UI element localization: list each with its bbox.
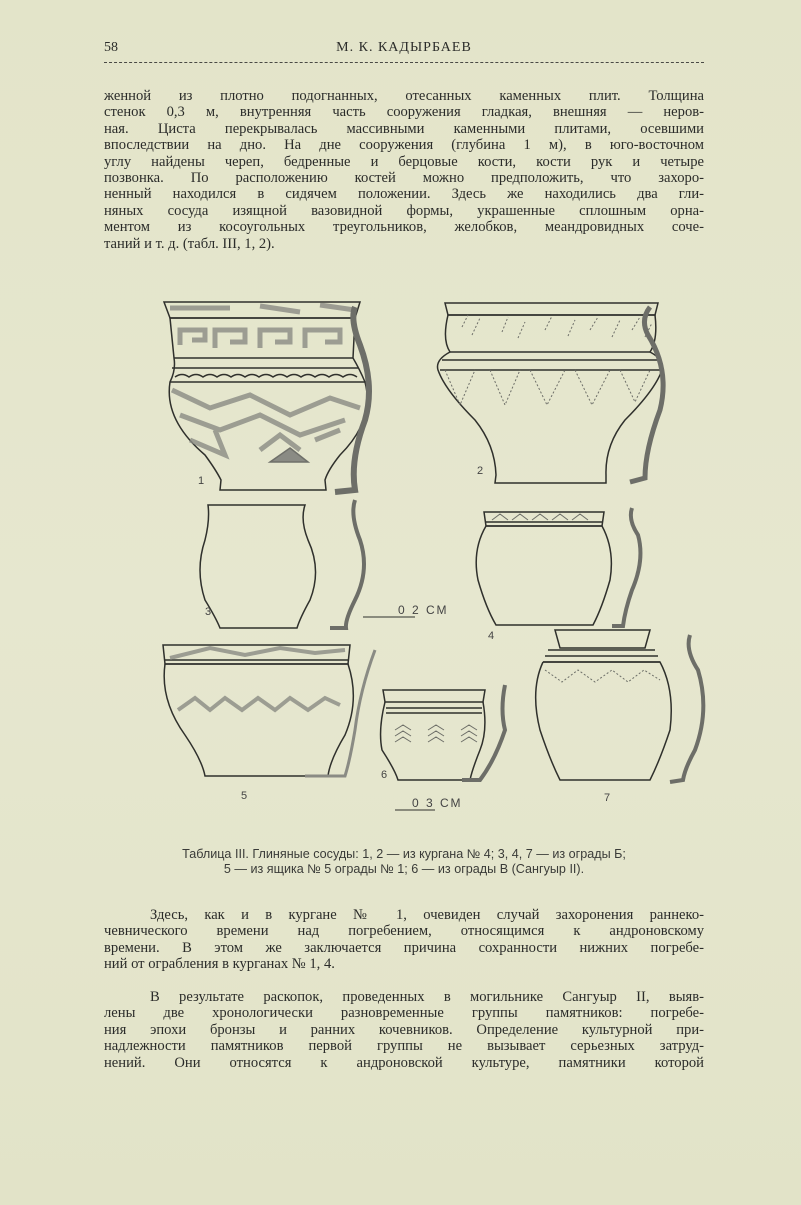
text-line: позвонка. По расположению костей можно предположить, что захоро- xyxy=(104,170,704,187)
vessel-label-7: 7 xyxy=(604,792,611,804)
text-line: ментом из косоугольных треугольников, желобков, меандровидных соче- xyxy=(104,219,704,236)
text-line: чевнического времени над погребением, относящимся к андроновскому xyxy=(104,923,704,940)
text-line: впоследствии на дно. На дне сооружения (глубина 1 м), в юго-восточном xyxy=(104,137,704,154)
text-line: Здесь, как и в кургане № 1, очевиден случай захоронения раннеко- xyxy=(150,907,704,923)
text-line: нений. Они относятся к андроновской культуре, памятники которой xyxy=(104,1054,704,1071)
text-line: времени. В этом же заключается причина сохранности нижних погребе- xyxy=(104,939,704,956)
text-line: В результате раскопок, проведенных в могильнике Сангуыр II, выяв- xyxy=(150,989,704,1005)
paragraph-3 xyxy=(104,989,704,1071)
text-line: ненный находился в сидячем положении. Здесь же находились два гли- xyxy=(104,186,704,203)
scale-bar-3cm: 0 3 СМ xyxy=(412,796,463,810)
text-line: ная. Циста перекрывалась массивными каменными плитами, осевшими xyxy=(104,120,704,137)
text-line: женной из плотно подогнанных, отесанных каменных плит. Толщина xyxy=(104,88,704,104)
paragraph-1 xyxy=(104,88,704,252)
text-line: стенок 0,3 м, внутренняя часть сооружения гладкая, внешняя — неров- xyxy=(104,104,704,121)
caption-line-1: Таблица III. Глиняные сосуды: 1, 2 — из кургана № 4; 3, 4, 7 — из ограды Б; xyxy=(182,847,626,861)
text-line: ний от ограбления в курганах № 1, 4. xyxy=(104,956,335,973)
text-line: надлежности памятников первой группы не вызывает серьезных затруд- xyxy=(104,1038,704,1055)
vessel-7-drawing xyxy=(536,630,672,780)
text-line: ния эпохи бронзы и ранних кочевников. Определение культурной при- xyxy=(104,1021,704,1038)
text-line: няных сосуда изящной вазовидной формы, украшенные сплошным орна- xyxy=(104,202,704,219)
text-line: таний и т. д. (табл. III, 1, 2). xyxy=(104,235,275,252)
vessel-3-drawing xyxy=(200,505,316,628)
vessel-label-2: 2 xyxy=(477,465,484,477)
running-head-author: М. К. КАДЫРБАЕВ xyxy=(336,40,472,55)
vessel-4-drawing xyxy=(476,512,611,625)
vessel-label-1: 1 xyxy=(198,475,205,487)
text-line: лены две хронологически разновременные группы памятников: погребе- xyxy=(104,1005,704,1022)
vessel-label-6: 6 xyxy=(381,769,388,781)
vessel-label-5: 5 xyxy=(241,790,248,802)
scale-bar-2cm: 0 2 СМ xyxy=(398,603,449,617)
vessel-label-4: 4 xyxy=(488,630,495,642)
pottery-plate-figure xyxy=(150,290,710,830)
caption-line-2: 5 — из ящика № 5 ограды № 1; 6 — из ограды В (Сангуыр II). xyxy=(223,862,585,876)
vessel-drawings xyxy=(150,290,710,830)
page-number: 58 xyxy=(104,40,118,55)
header-rule xyxy=(104,62,704,63)
vessel-label-3: 3 xyxy=(205,606,212,618)
paragraph-2 xyxy=(104,907,704,973)
vessel-2-drawing xyxy=(438,303,663,483)
page-header xyxy=(104,40,704,60)
text-line: углу найдены череп, бедренные и берцовые кости, кости рук и четыре xyxy=(104,153,704,170)
figure-caption xyxy=(104,847,704,877)
vessel-5-drawing xyxy=(163,645,353,776)
